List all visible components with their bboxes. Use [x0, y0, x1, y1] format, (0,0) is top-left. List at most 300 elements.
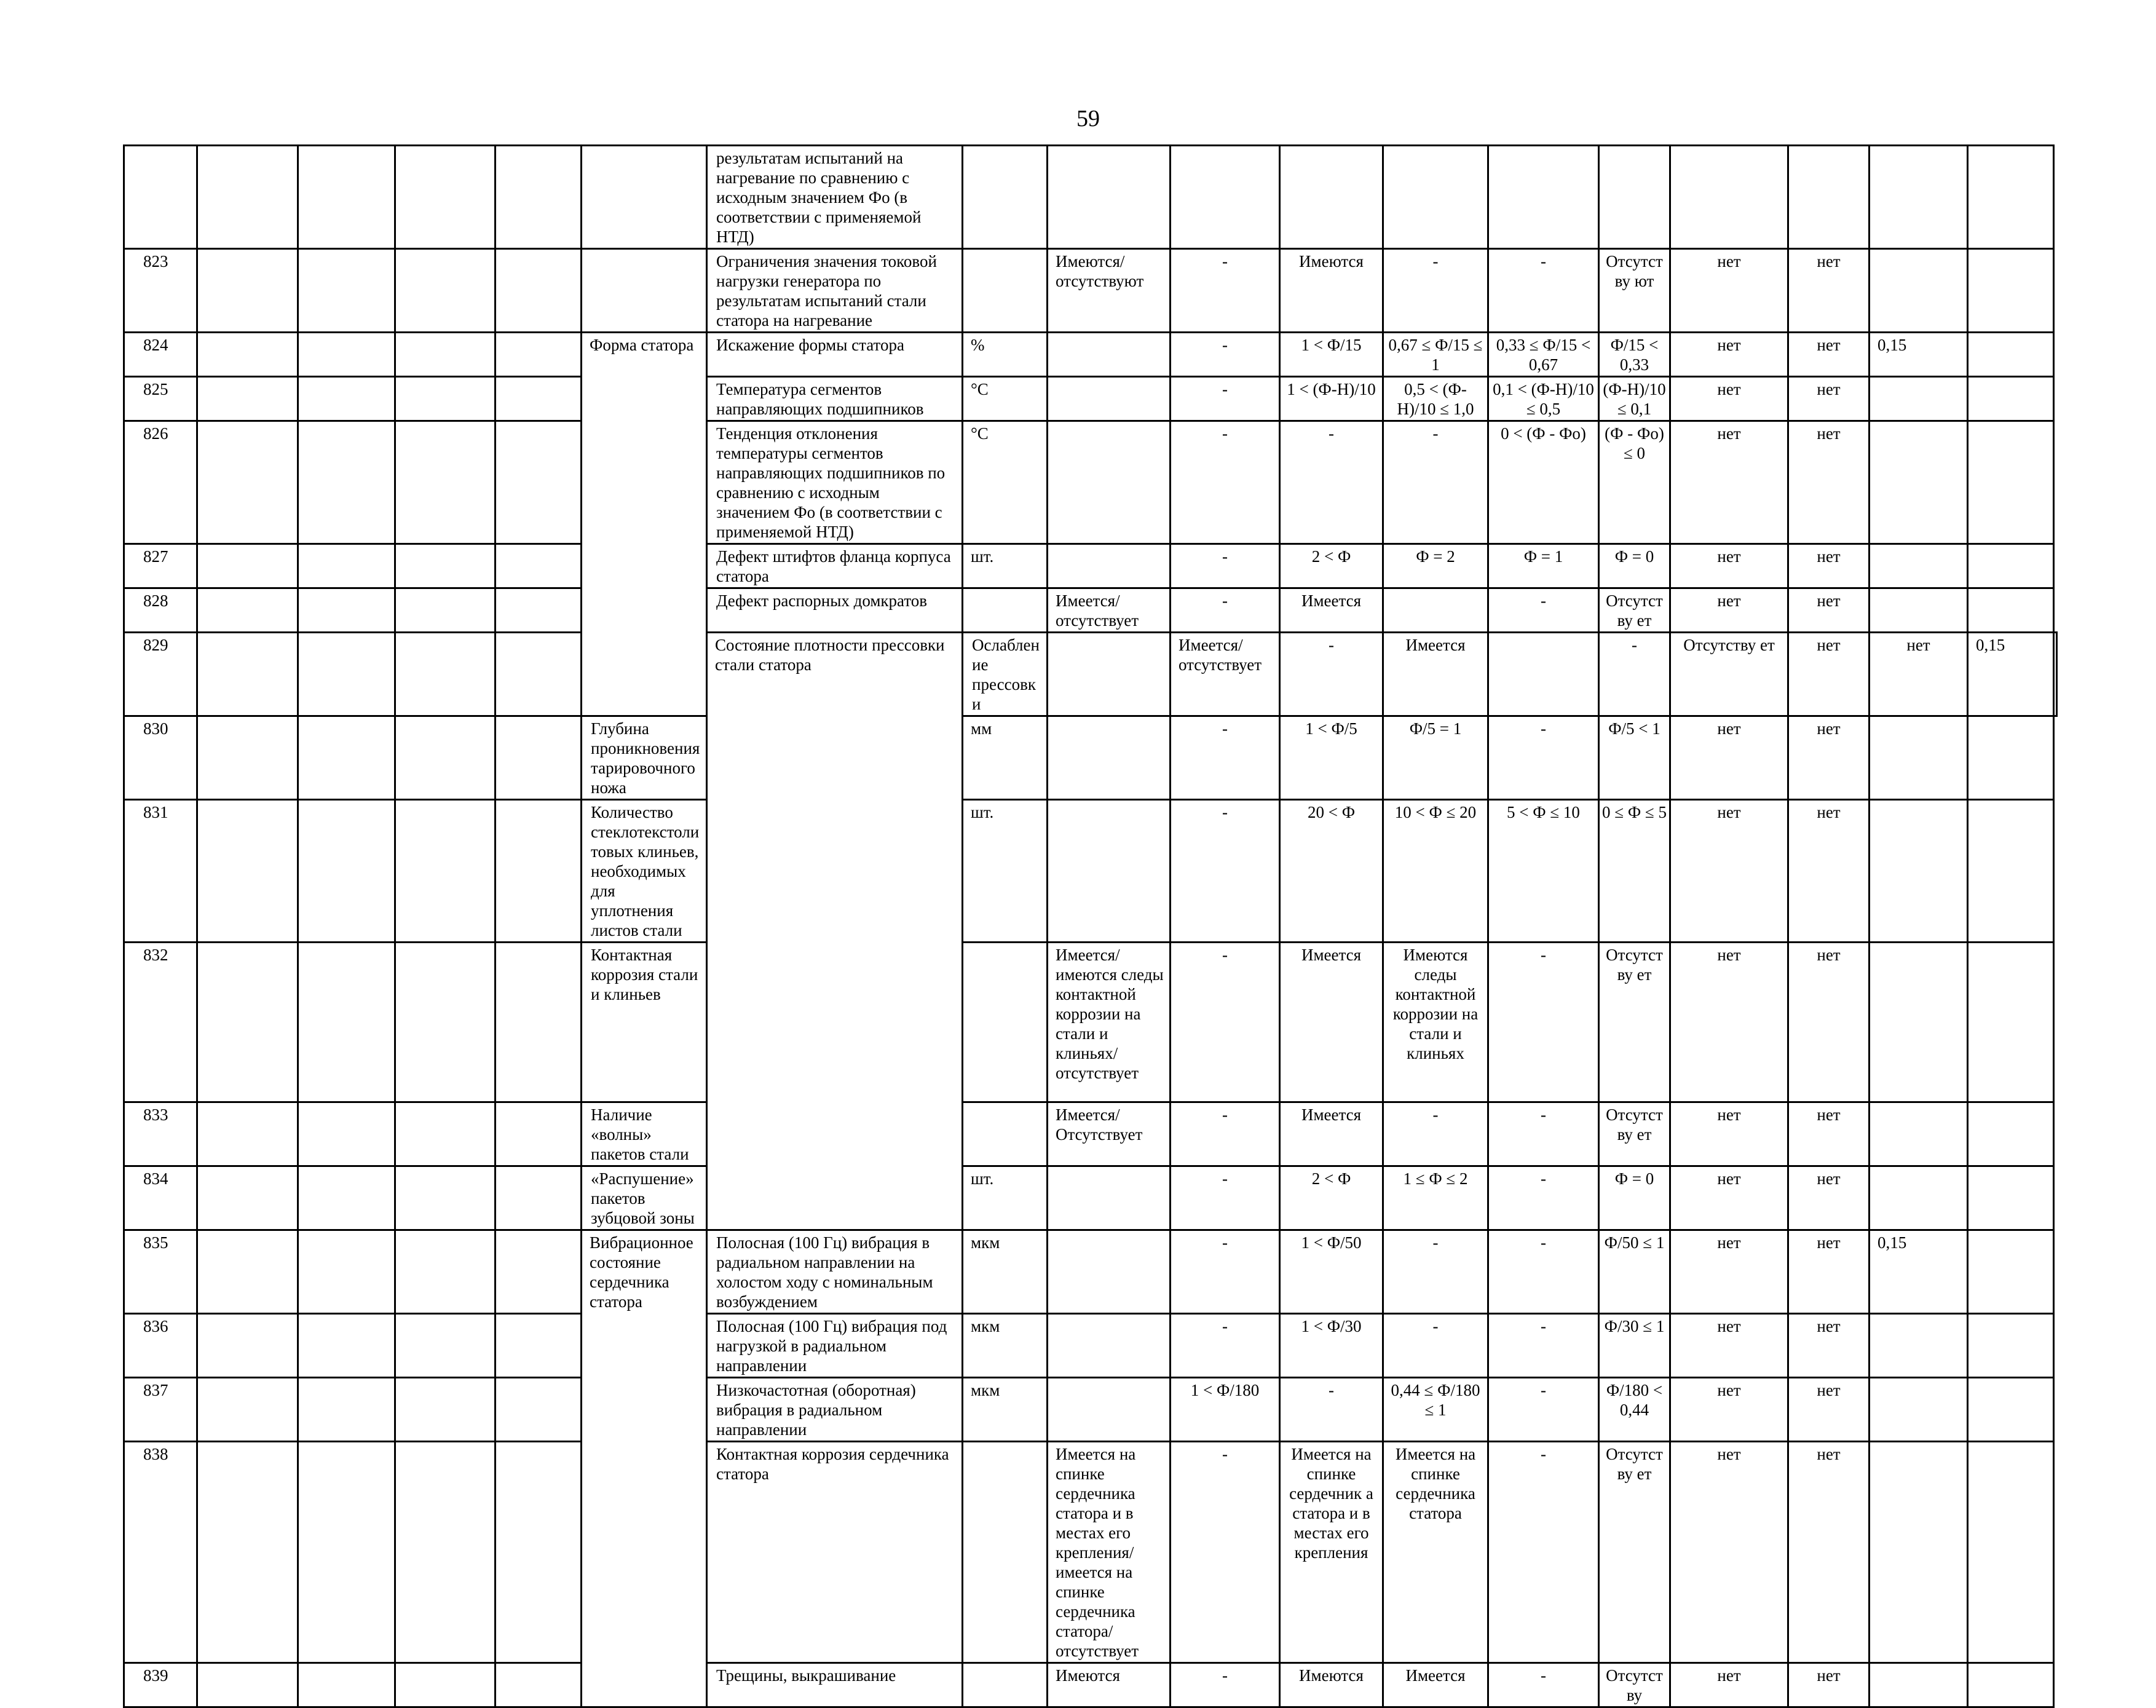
criterion-cell: 0,33 ≤ Ф/15 < 0,67	[1488, 333, 1599, 377]
empty-cell	[496, 1230, 582, 1314]
parameter-cell: Ограничения значения токовой нагрузки генератора по результатам испытаний стали статора на нагревание	[707, 249, 963, 333]
criterion-cell	[1788, 146, 1870, 249]
empty-cell	[395, 1442, 496, 1663]
empty-cell	[1968, 1663, 2054, 1707]
group-cell	[582, 249, 707, 333]
unit-cell: мкм	[963, 1378, 1048, 1442]
criterion-cell: нет	[1788, 943, 1870, 1102]
weight-cell	[1870, 1314, 1968, 1378]
value-range-cell	[1048, 1230, 1171, 1314]
table-row	[124, 633, 2057, 716]
empty-cell	[197, 544, 298, 588]
empty-cell	[197, 716, 298, 800]
unit-cell: °C	[963, 377, 1048, 421]
criterion-cell: Отсутству ют	[1599, 249, 1670, 333]
criterion-cell: -	[1171, 1314, 1280, 1378]
criterion-cell: Отсутству ет	[1599, 943, 1670, 1102]
criterion-cell: Имеется	[1280, 1102, 1383, 1166]
empty-cell	[1968, 1166, 2054, 1230]
criterion-cell: -	[1599, 633, 1670, 716]
criterion-cell: -	[1488, 1102, 1599, 1166]
criterion-cell: -	[1171, 1230, 1280, 1314]
empty-cell	[395, 544, 496, 588]
parameter-cell: Дефект штифтов фланца корпуса статора	[707, 544, 963, 588]
weight-cell	[1870, 1442, 1968, 1663]
criterion-cell: 5 < Ф ≤ 10	[1488, 800, 1599, 943]
criterion-cell: -	[1488, 1314, 1599, 1378]
criterion-cell: 0 < (Ф - Фо)	[1488, 421, 1599, 544]
empty-cell	[395, 1166, 496, 1230]
empty-cell	[496, 333, 582, 377]
criterion-cell: -	[1280, 421, 1383, 544]
criterion-cell: -	[1171, 1102, 1280, 1166]
empty-cell	[197, 377, 298, 421]
criterion-cell	[1488, 146, 1599, 249]
parameter-cell: «Распушение» пакетов зубцовой зоны	[582, 1166, 707, 1230]
criterion-cell: (Ф-Н)/10 ≤ 0,1	[1599, 377, 1670, 421]
criterion-cell: нет	[1670, 249, 1788, 333]
empty-cell	[298, 377, 395, 421]
empty-cell	[197, 1314, 298, 1378]
empty-cell	[1968, 249, 2054, 333]
parameter-cell: Контактная коррозия стали и клиньев	[582, 943, 707, 1102]
parameter-cell: Полосная (100 Гц) вибрация под нагрузкой в радиальном направлении	[707, 1314, 963, 1378]
parameter-cell: Глубина проникновения тарировочного ножа	[582, 716, 707, 800]
empty-cell	[197, 333, 298, 377]
empty-cell	[298, 1230, 395, 1314]
criterion-cell: 1 < Ф/15	[1280, 333, 1383, 377]
criterion-cell: 1 < Ф/5	[1280, 716, 1383, 800]
empty-cell	[395, 377, 496, 421]
criterion-cell: -	[1383, 421, 1488, 544]
parameter-cell: результатам испытаний на нагревание по сравнению с исходным значением Фо (в соответствии с применяемой НТД)	[707, 146, 963, 249]
table-row	[124, 333, 2057, 377]
empty-cell	[496, 800, 582, 943]
value-range-cell: Имеются	[1048, 1663, 1171, 1707]
criterion-cell: нет	[1670, 943, 1788, 1102]
unit-cell	[963, 249, 1048, 333]
empty-cell	[395, 943, 496, 1102]
criterion-cell: нет	[1670, 333, 1788, 377]
unit-cell	[963, 943, 1048, 1102]
criterion-cell: нет	[1670, 1102, 1788, 1166]
criterion-cell: Отсутству ет	[1599, 1442, 1670, 1663]
weight-cell	[1870, 1378, 1968, 1442]
value-range-cell: Имеется на спинке сердечника статора и в местах его крепления/ имеется на спинке сердечника статора/ отсутствует	[1048, 1442, 1171, 1663]
criterion-cell: -	[1171, 588, 1280, 633]
empty-cell	[395, 249, 496, 333]
criterion-cell: 20 < Ф	[1280, 800, 1383, 943]
weight-cell	[1870, 377, 1968, 421]
criterion-cell: нет	[1788, 716, 1870, 800]
criterion-cell: Отсутству ет	[1599, 588, 1670, 633]
empty-cell	[395, 800, 496, 943]
parameter-cell: Количество стеклотекстолитовых клиньев, необходимых для уплотнения листов стали	[582, 800, 707, 943]
row-number-cell: 823	[124, 249, 197, 333]
value-range-cell: Имеется/ Отсутствует	[1048, 1102, 1171, 1166]
value-range-cell	[1048, 716, 1171, 800]
empty-cell	[395, 633, 496, 716]
criterion-cell: нет	[1788, 544, 1870, 588]
criterion-cell: 1 < Ф/180	[1171, 1378, 1280, 1442]
empty-cell	[298, 333, 395, 377]
empty-cell	[197, 633, 298, 716]
empty-cell	[298, 249, 395, 333]
empty-cell	[1968, 588, 2054, 633]
criterion-cell: Отсутству	[1599, 1663, 1670, 1707]
criterion-cell: 1 < Ф/30	[1280, 1314, 1383, 1378]
criterion-cell: нет	[1788, 1442, 1870, 1663]
criterion-cell: -	[1171, 249, 1280, 333]
criterion-cell: нет	[1788, 1230, 1870, 1314]
criterion-cell: нет	[1670, 800, 1788, 943]
row-number-cell: 828	[124, 588, 197, 633]
empty-cell	[395, 1663, 496, 1707]
criterion-cell: нет	[1788, 333, 1870, 377]
table-row	[124, 1166, 2057, 1230]
criterion-cell: нет	[1788, 1663, 1870, 1707]
empty-cell	[496, 716, 582, 800]
criterion-cell: Имеется на спинке сердечник а статора и в местах его крепления	[1280, 1442, 1383, 1663]
empty-cell	[1968, 1378, 2054, 1442]
criterion-cell: Отсутству ет	[1599, 1102, 1670, 1166]
table-row	[124, 943, 2057, 1102]
criterion-cell: Ф/30 ≤ 1	[1599, 1314, 1670, 1378]
criterion-cell: 1 < Ф/50	[1280, 1230, 1383, 1314]
criterion-cell: 1 ≤ Ф ≤ 2	[1383, 1166, 1488, 1230]
value-range-cell: Имеется/ отсутствует	[1171, 633, 1280, 716]
value-range-cell	[1048, 377, 1171, 421]
row-number-cell: 837	[124, 1378, 197, 1442]
parameter-cell: Контактная коррозия сердечника статора	[707, 1442, 963, 1663]
weight-cell	[1870, 943, 1968, 1102]
table-row	[124, 146, 2057, 249]
criterion-cell: -	[1488, 1378, 1599, 1442]
weight-cell	[1870, 1663, 1968, 1707]
criterion-cell: нет	[1788, 1102, 1870, 1166]
weight-cell	[1870, 146, 1968, 249]
table-row	[124, 544, 2057, 588]
row-number-cell: 838	[124, 1442, 197, 1663]
criterion-cell: нет	[1788, 1378, 1870, 1442]
criterion-cell: нет	[1788, 800, 1870, 943]
empty-cell	[298, 1102, 395, 1166]
parameter-cell: Полосная (100 Гц) вибрация в радиальном направлении на холостом ходу с номинальным возбуждением	[707, 1230, 963, 1314]
unit-cell	[963, 588, 1048, 633]
criterion-cell: -	[1171, 377, 1280, 421]
empty-cell	[395, 1314, 496, 1378]
table-row	[124, 1102, 2057, 1166]
criterion-cell: (Ф - Фо) ≤ 0	[1599, 421, 1670, 544]
empty-cell	[1968, 333, 2054, 377]
criterion-cell: -	[1171, 716, 1280, 800]
table-body	[124, 146, 2057, 1707]
parameter-cell: Температура сегментов направляющих подшипников	[707, 377, 963, 421]
criterion-cell: нет	[1670, 421, 1788, 544]
empty-cell	[197, 800, 298, 943]
table-row	[124, 377, 2057, 421]
empty-cell	[395, 1378, 496, 1442]
criterion-cell: -	[1383, 1102, 1488, 1166]
table-row	[124, 1314, 2057, 1378]
value-range-cell: Имеется/ имеются следы контактной коррозии на стали и клиньях/ отсутствует	[1048, 943, 1171, 1102]
empty-cell	[197, 1102, 298, 1166]
empty-cell	[197, 588, 298, 633]
row-number-cell: 835	[124, 1230, 197, 1314]
criterion-cell: Имеется	[1383, 1663, 1488, 1707]
unit-cell: шт.	[963, 1166, 1048, 1230]
criterion-cell: -	[1488, 943, 1599, 1102]
table-row	[124, 1230, 2057, 1314]
criterion-cell: 2 < Ф	[1280, 1166, 1383, 1230]
empty-cell	[1968, 421, 2054, 544]
criterion-cell: Имеется на спинке сердечника статора	[1383, 1442, 1488, 1663]
criterion-cell	[1383, 588, 1488, 633]
criterion-cell: нет	[1670, 1663, 1788, 1707]
parameter-cell: Дефект распорных домкратов	[707, 588, 963, 633]
criterion-cell: -	[1383, 1230, 1488, 1314]
criterion-cell: нет	[1788, 377, 1870, 421]
criterion-cell: -	[1488, 1663, 1599, 1707]
group-cell	[582, 146, 707, 249]
unit-cell: мкм	[963, 1314, 1048, 1378]
empty-cell	[395, 716, 496, 800]
weight-cell	[1870, 588, 1968, 633]
unit-cell: %	[963, 333, 1048, 377]
empty-cell	[298, 1314, 395, 1378]
table-row	[124, 588, 2057, 633]
unit-cell	[963, 146, 1048, 249]
criterion-cell: -	[1280, 1378, 1383, 1442]
criterion-cell: нет	[1670, 377, 1788, 421]
empty-cell	[1968, 943, 2054, 1102]
empty-cell	[496, 1663, 582, 1707]
empty-cell	[197, 146, 298, 249]
criterion-cell: -	[1383, 249, 1488, 333]
empty-cell	[496, 633, 582, 716]
empty-cell	[395, 421, 496, 544]
empty-cell	[395, 333, 496, 377]
weight-cell: 0,15	[1870, 1230, 1968, 1314]
criterion-cell: Имеются	[1280, 1663, 1383, 1707]
criterion-cell: -	[1171, 800, 1280, 943]
parameter-cell: Наличие «волны» пакетов стали	[582, 1102, 707, 1166]
criterion-cell: нет	[1788, 421, 1870, 544]
criterion-cell: 0,67 ≤ Ф/15 ≤ 1	[1383, 333, 1488, 377]
criterion-cell: 0,44 ≤ Ф/180 ≤ 1	[1383, 1378, 1488, 1442]
weight-cell	[1870, 421, 1968, 544]
criterion-cell: нет	[1788, 1314, 1870, 1378]
criterion-cell	[1383, 146, 1488, 249]
value-range-cell	[1048, 800, 1171, 943]
criterion-cell: -	[1383, 1314, 1488, 1378]
criterion-cell: 0,5 < (Ф-Н)/10 ≤ 1,0	[1383, 377, 1488, 421]
row-number-cell	[124, 146, 197, 249]
unit-cell	[1048, 633, 1171, 716]
criterion-cell: 0,1 < (Ф-Н)/10 ≤ 0,5	[1488, 377, 1599, 421]
criterion-cell	[1670, 146, 1788, 249]
criterion-cell: -	[1488, 1166, 1599, 1230]
group-cell: Форма статора	[582, 333, 707, 716]
criterion-cell: нет	[1670, 1230, 1788, 1314]
empty-cell	[496, 1378, 582, 1442]
empty-cell	[298, 146, 395, 249]
row-number-cell: 832	[124, 943, 197, 1102]
empty-cell	[1968, 146, 2054, 249]
empty-cell	[496, 544, 582, 588]
row-number-cell: 826	[124, 421, 197, 544]
criterion-cell: Имеются следы контактной коррозии на стали и клиньях	[1383, 943, 1488, 1102]
criterion-cell: Ф/50 ≤ 1	[1599, 1230, 1670, 1314]
criterion-cell: нет	[1670, 716, 1788, 800]
empty-cell	[197, 1230, 298, 1314]
criterion-cell: -	[1488, 1230, 1599, 1314]
criterion-cell: нет	[1670, 1378, 1788, 1442]
unit-cell: шт.	[963, 544, 1048, 588]
empty-cell	[1968, 1230, 2054, 1314]
criterion-cell: -	[1171, 421, 1280, 544]
empty-cell	[496, 1166, 582, 1230]
empty-cell	[197, 1166, 298, 1230]
criterion-cell: -	[1171, 1442, 1280, 1663]
empty-cell	[496, 249, 582, 333]
criterion-cell: -	[1171, 1166, 1280, 1230]
empty-cell	[1968, 377, 2054, 421]
empty-cell	[298, 943, 395, 1102]
parameter-cell: Трещины, выкрашивание	[707, 1663, 963, 1707]
weight-cell	[1870, 800, 1968, 943]
empty-cell	[496, 1102, 582, 1166]
weight-cell	[1870, 544, 1968, 588]
value-range-cell	[1048, 1314, 1171, 1378]
empty-cell	[1968, 1314, 2054, 1378]
value-range-cell: Имеются/ отсутствуют	[1048, 249, 1171, 333]
criterion-cell: -	[1171, 544, 1280, 588]
criterion-cell: нет	[1670, 588, 1788, 633]
empty-cell	[298, 800, 395, 943]
page-number: 59	[1076, 106, 1100, 132]
criterion-cell: Ф = 1	[1488, 544, 1599, 588]
criterion-cell	[1171, 146, 1280, 249]
criterion-cell: 0 ≤ Ф ≤ 5	[1599, 800, 1670, 943]
empty-cell	[197, 421, 298, 544]
criterion-cell	[1280, 146, 1383, 249]
row-number-cell: 834	[124, 1166, 197, 1230]
row-number-cell: 839	[124, 1663, 197, 1707]
empty-cell	[298, 544, 395, 588]
criterion-cell: -	[1488, 249, 1599, 333]
criterion-cell	[1488, 633, 1599, 716]
table-row	[124, 249, 2057, 333]
unit-cell: шт.	[963, 800, 1048, 943]
parameter-cell: Искажение формы статора	[707, 333, 963, 377]
empty-cell	[197, 1663, 298, 1707]
empty-cell	[496, 943, 582, 1102]
empty-cell	[298, 1442, 395, 1663]
weight-cell	[1870, 1102, 1968, 1166]
empty-cell	[496, 421, 582, 544]
criterion-cell: нет	[1670, 1166, 1788, 1230]
empty-cell	[298, 1663, 395, 1707]
empty-cell	[395, 146, 496, 249]
table-row	[124, 421, 2057, 544]
criterion-cell: Ф/180 < 0,44	[1599, 1378, 1670, 1442]
row-number-cell: 830	[124, 716, 197, 800]
table-row	[124, 716, 2057, 800]
empty-cell	[1968, 800, 2054, 943]
criterion-cell: 2 < Ф	[1280, 544, 1383, 588]
empty-cell	[395, 588, 496, 633]
empty-cell	[197, 1378, 298, 1442]
empty-cell	[496, 377, 582, 421]
empty-cell	[1968, 1102, 2054, 1166]
unit-cell	[963, 1442, 1048, 1663]
row-number-cell: 824	[124, 333, 197, 377]
value-range-cell	[1048, 1378, 1171, 1442]
empty-cell	[298, 421, 395, 544]
empty-cell	[197, 1442, 298, 1663]
value-range-cell	[1048, 1166, 1171, 1230]
criterion-cell: нет	[1870, 633, 1968, 716]
criterion-cell: Ф = 2	[1383, 544, 1488, 588]
criterion-cell: нет	[1670, 1314, 1788, 1378]
criterion-cell: Имеется	[1280, 943, 1383, 1102]
empty-cell	[298, 1378, 395, 1442]
criterion-cell: нет	[1788, 633, 1870, 716]
empty-cell	[298, 588, 395, 633]
row-number-cell: 829	[124, 633, 197, 716]
unit-cell	[963, 1663, 1048, 1707]
unit-cell: мкм	[963, 1230, 1048, 1314]
empty-cell	[197, 249, 298, 333]
criterion-cell: Ф = 0	[1599, 544, 1670, 588]
criterion-cell: нет	[1788, 249, 1870, 333]
empty-cell	[1968, 1442, 2054, 1663]
weight-cell: 0,15	[1968, 633, 2054, 716]
criterion-cell: -	[1488, 588, 1599, 633]
empty-cell	[197, 943, 298, 1102]
group-cell: Состояние плотности прессовки стали статора	[707, 633, 963, 1230]
empty-cell	[496, 1442, 582, 1663]
empty-cell	[298, 633, 395, 716]
parameter-cell: Ослабление прессовки	[963, 633, 1048, 716]
criterion-cell: Имеется	[1280, 588, 1383, 633]
empty-cell	[2054, 633, 2057, 716]
value-range-cell	[1048, 421, 1171, 544]
criterion-cell: Ф/5 = 1	[1383, 716, 1488, 800]
empty-cell	[496, 1314, 582, 1378]
row-number-cell: 833	[124, 1102, 197, 1166]
weight-cell: 0,15	[1870, 333, 1968, 377]
criterion-cell: нет	[1788, 1166, 1870, 1230]
table-row	[124, 1663, 2057, 1707]
criterion-cell: Имеются	[1280, 249, 1383, 333]
criterion-cell: 10 < Ф ≤ 20	[1383, 800, 1488, 943]
unit-cell: °C	[963, 421, 1048, 544]
row-number-cell: 831	[124, 800, 197, 943]
parameter-cell: Тенденция отклонения температуры сегментов направляющих подшипников по сравнению с исходным значением Фо (в соответствии с применяемой НТД)	[707, 421, 963, 544]
criterion-cell: Ф = 0	[1599, 1166, 1670, 1230]
criterion-cell: Отсутству ет	[1670, 633, 1788, 716]
weight-cell	[1870, 249, 1968, 333]
empty-cell	[1968, 716, 2054, 800]
empty-cell	[298, 716, 395, 800]
unit-cell: мм	[963, 716, 1048, 800]
value-range-cell	[1048, 333, 1171, 377]
criterion-cell: Имеется	[1383, 633, 1488, 716]
empty-cell	[496, 588, 582, 633]
criterion-cell: -	[1488, 716, 1599, 800]
